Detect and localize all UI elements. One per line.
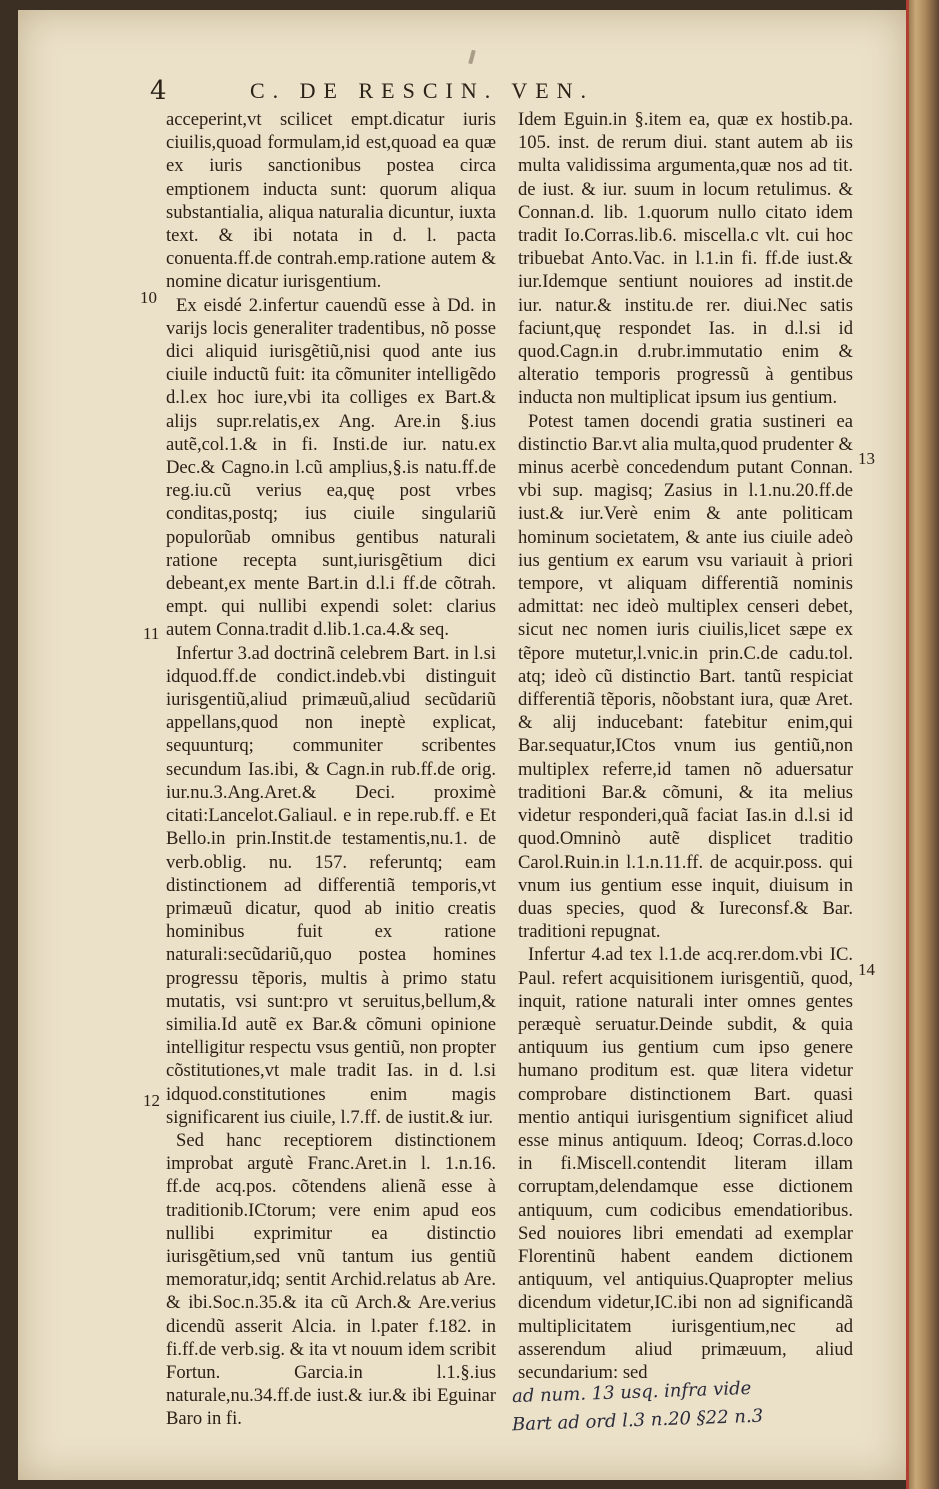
margin-number: 12	[143, 1091, 160, 1110]
margin-number: 14	[858, 960, 875, 979]
left-column	[166, 108, 496, 1431]
paragraph: Potest tamen docendi gratia sustineri ea distinctio Bar.vt alia multa,quod prudenter & minus acerbè concedendum putant Connan. vbi sup. magisq; Zasius in l.1.nu.20.ff.de iust.& iur.Verè enim & ante politicam hominum societatem, & ante ius ciuile adeò ius gentium ex earum vsu variauit à priori tempore, vt aliquam differentiã nominis admittat: nec ideò multiplex censeri debet, sicut nec nomen iuris ciuilis,licet sæpe ex tẽpore mutetur,l.vnic.in prin.C.de cadu.tol. atq; ideò cũ distinctio Bart. tantũ respiciat differentiã tẽporis, nõobstant iura, quæ Aret. & alij inducebant: fatebitur enim,qui Bar.sequatur,ICtos vnum ius gentiũ,non multiplex referre,id tamen nõ aduersatur traditioni Bar.& cõmuni, & ita melius videtur responderi,quã faciat Ias.in d.l.si id quod.Omninò autẽ displicet traditio Carol.Ruin.in l.1.n.11.ff. de acquir.poss. qui vnum ius gentium esse inquit, diuisum in duas species, quod & Iureconsf.& Bar. traditioni repugnat.	[518, 410, 853, 943]
handwritten-note: ad num. 13 usq. infra vide	[511, 1377, 752, 1408]
page-header	[150, 74, 710, 108]
paragraph: Ex eisdé 2.infertur cauendũ esse à Dd. in varijs locis generaliter tradentibus, nõ posse dici aliquid iurisgẽtiũ,nisi quod ante ius ciuile inductũ fuit: ita cõmuniter intelligẽdo d.l.ex hoc iure,vbi ita colliges ex Bart.& alijs supr.relatis,ex Ang. Are.in §.ius autẽ,col.1.& in fi. Insti.de iur. natu.ex Dec.& Cagno.in l.cũ amplius,§.is natu.ff.de reg.iu.cũ verius ea,quę post vrbes conditas,postq; ius ciuile singulariũ populorũab omnibus gentibus naturali ratione recepta sunt,iurisgẽtium dici debeant,ex mente Bart.in d.l.i ff.de cõtrah. empt. qui nullibi expendi solet: clarius autem Conna.tradit d.lib.1.ca.4.& seq.	[166, 294, 496, 641]
red-edge-rule	[906, 0, 909, 1489]
right-column	[518, 108, 853, 1384]
paragraph: Idem Eguin.in §.item ea, quæ ex hostib.pa. 105. inst. de rerum diui. stant autem ab iis multa validissima argumenta,quæ nos ad tit. de iust. & iur. suum in locum retulimus. & Connan.d. lib. 1.quorum nullo citato idem tradit Io.Corras.lib.6. miscella.c vlt. cui hoc tribuebat Anto.Vac. in l.1.in fi. ff.de iust.& iur.Idemque sentiunt nouiores ad instit.de iur. natur.& institu.de rer. diui.Nec satis faciunt,quę respondet Ias. in d.l.si id quod.Cagn.in d.rubr.immutatio enim & alteratio temporis progressũ à gentibus inducta non multiplicat ipsum ius gentium.	[518, 109, 853, 409]
adjacent-page-edge	[906, 0, 939, 1489]
margin-number: 13	[858, 449, 875, 468]
margin-number: 11	[143, 624, 160, 643]
handwritten-note: Bart ad ord l.3 n.20 §22 n.3	[511, 1405, 764, 1436]
margin-number: 10	[140, 288, 157, 307]
paragraph: Infertur 4.ad tex l.1.de acq.rer.dom.vbi IC. Paul. refert acquisitionem iurisgentiũ, quod, inquit, ratione naturali inter omnes gentes peræquè seruatur.Deinde subdit, & quia antiquum ius gentium cum ipso genere humano proditum est. quæ litera videtur comprobare distinctionem Bart. quasi mentio antiqui iurisgentium significet aliud esse minus antiquum. Ideoq; Corras.d.loco in fi.Miscell.contendit literam illam corruptam,delendamque esse dictionem antiquum, cum codicibus emendatioribus. Sed nouiores libri emendati ad exemplar Florentinũ habent eandem dictionem antiquum, vel antiquius.Quapropter melius dicendum videtur,IC.ibi non ad significandã multiplicitatem iurisgentium,nec ad asserendum aliud primæuum, aliud secundarium: sed	[518, 944, 853, 1383]
paragraph: Infertur 3.ad doctrinã celebrem Bart. in l.si idquod.ff.de condict.indeb.vbi distinguit iurisgentiũ,aliud primæuũ,aliud secũdariũ appellans,quod non ineptè explicat, sequunturq; communiter scribentes secundum Ias.ibi, & Cagn.in rub.ff.de orig. iur.nu.3.Ang.Aret.& Deci. proximè citati:Lancelot.Galiaul. e in repe.rub.ff. e Et Bello.in prin.Instit.de testamentis,nu.1. de verb.oblig. nu. 157. referuntq; eam distinctionem ad differentiã temporis,vt primæuũ dicatur, quod ab initio creatis hominibus fuit ex ratione naturali:secũdariũ,quo postea homines progressu tẽporis, multis à primo statu mutatis, vsi sunt:pro vt seruitus,bellum,& similia.Id autẽ ex Bar.& cõmuni opinione intelligitur respectu vsus gentiũ, non propter cõstitutiones,vt male tradit Ias. in d. l.si idquod.constitutiones enim magis significarent ius ciuile, l.7.ff. de iustit.& iur.	[166, 642, 496, 1128]
running-head: C. DE RESCIN. VEN.	[250, 78, 595, 103]
paragraph: Sed hanc receptiorem distinctionem improbat argutè Franc.Aret.in l. 1.n.16. ff.de acq.pos. cõtendens alienã esse à traditionib.ICtorum; vere enim apud eos nullibi exprimitur ea distinctio iurisgẽtium,sed vnũ tantum ius gentiũ memoratur,idq; sentit Archid.relatus ab Are. & ibi.Soc.n.35.& ita cũ Arch.& Are.verius dicendũ asserit Alcia. in l.pater f.182. in fi.ff.de verb.sig. & ita vt nouum idem scribit Fortun. Garcia.in l.1.§.ius naturale,nu.34.ff.de iust.& iur.& ibi Eguinar Baro in fi.	[166, 1129, 496, 1430]
paragraph: acceperint,vt scilicet empt.dicatur iuris ciuilis,quoad formulam,id est,quoad ea quæ ex iuris sanctionibus postea circa emptionem inducta sunt: quorum aliqua substantialia, aliqua naturalia dicuntur, iuxta text. & ibi notata in d. l. pacta conuenta.ff.de contrah.emp.ratione autem & nomine dicatur iurisgentium.	[166, 109, 496, 293]
page-number: 4	[150, 76, 167, 106]
ink-mark	[468, 50, 475, 65]
